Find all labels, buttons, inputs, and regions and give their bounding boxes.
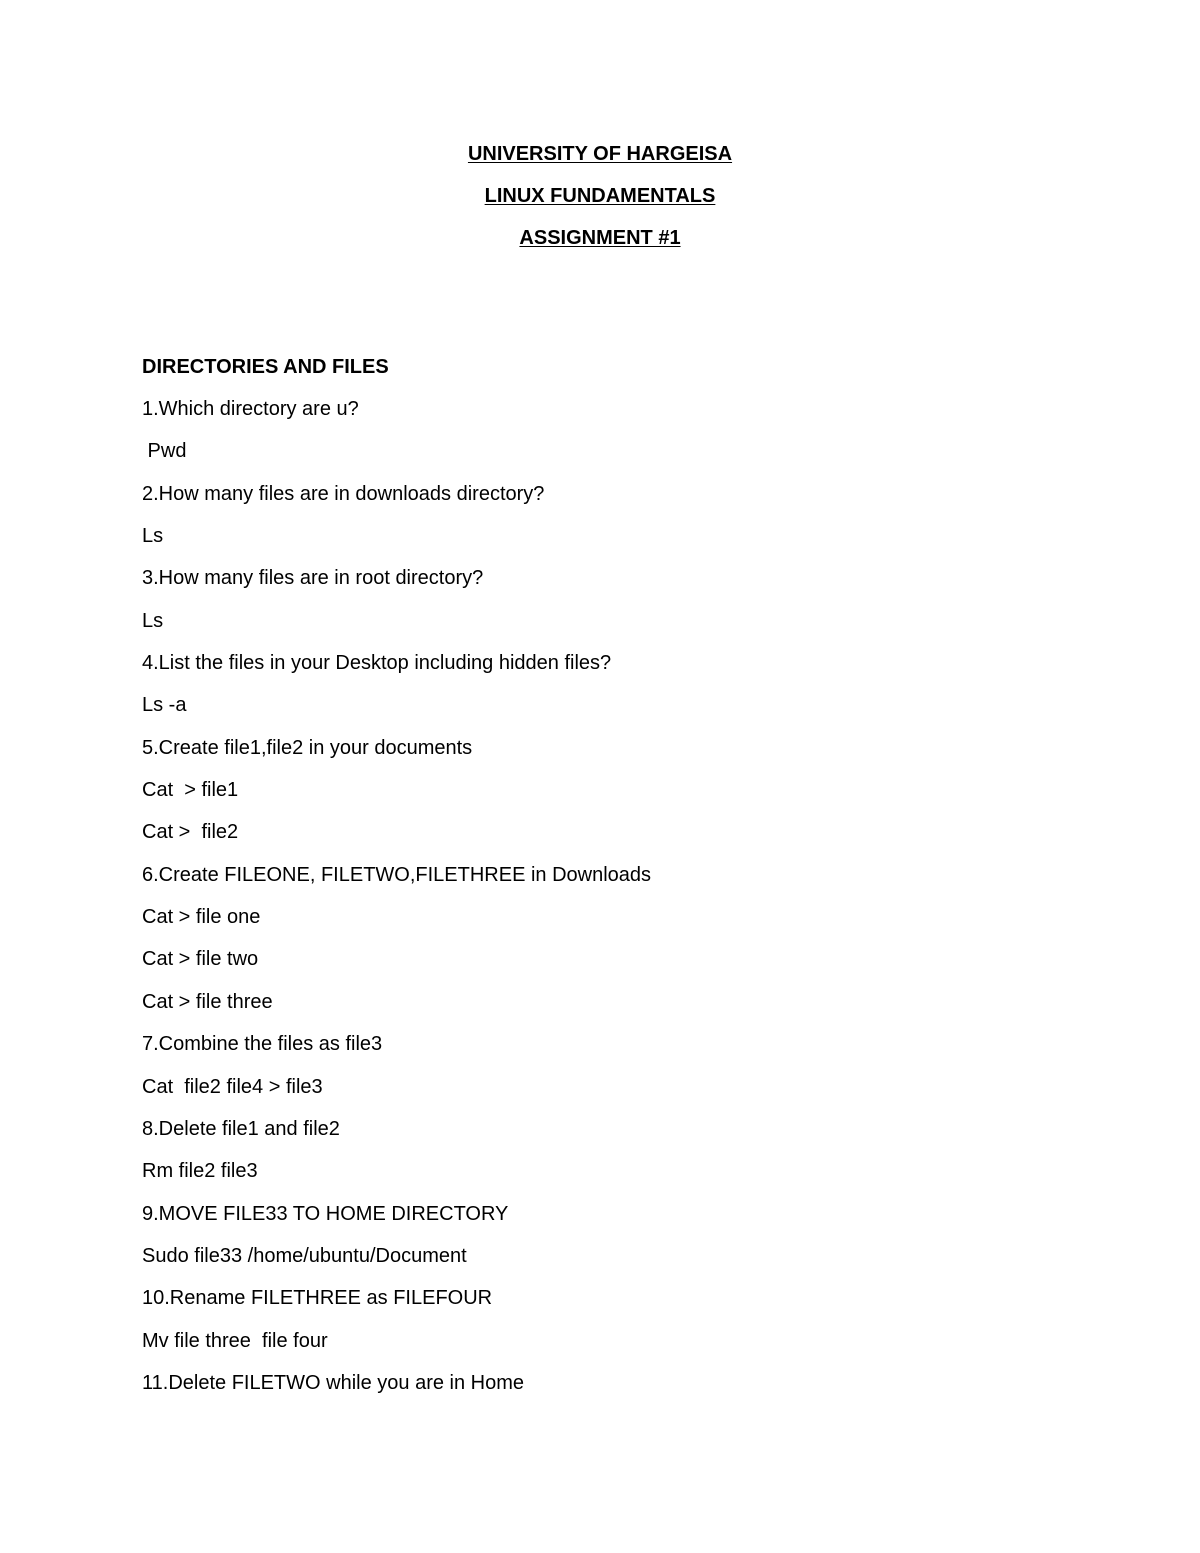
question-line: 7.Combine the files as file3	[142, 1033, 383, 1056]
question-line: 3.How many files are in root directory?	[142, 567, 484, 590]
question-line: 2.How many files are in downloads directory?	[142, 482, 545, 505]
question-line: 4.List the files in your Desktop including hidden files?	[142, 652, 612, 675]
answer-line: Pwd	[142, 440, 187, 463]
answer-line: Cat file2 file4 > file3	[142, 1075, 323, 1098]
answer-line: Sudo file33 /home/ubuntu/Document	[142, 1244, 467, 1267]
question-line: 10.Rename FILETHREE as FILEFOUR	[142, 1287, 493, 1310]
university-title: UNIVERSITY OF HARGEISA	[467, 143, 733, 165]
section-heading: DIRECTORIES AND FILES	[142, 356, 389, 378]
answer-line: Cat > file one	[142, 906, 261, 929]
answer-line: Ls -a	[142, 694, 187, 717]
question-line: 9.MOVE FILE33 TO HOME DIRECTORY	[142, 1202, 509, 1225]
answer-line: Cat > file1	[142, 779, 239, 802]
assignment-title: ASSIGNMENT #1	[519, 227, 681, 249]
answer-line: Ls	[142, 609, 164, 632]
question-line: 8.Delete file1 and file2	[142, 1117, 340, 1140]
answer-line: Cat > file two	[142, 948, 259, 971]
answer-line: Ls	[142, 525, 164, 548]
course-title: LINUX FUNDAMENTALS	[484, 185, 716, 207]
question-line: 6.Create FILEONE, FILETWO,FILETHREE in Downloads	[142, 863, 652, 886]
answer-line: Rm file2 file3	[142, 1160, 258, 1183]
question-line: 1.Which directory are u?	[142, 398, 359, 420]
answer-line: Mv file three file four	[142, 1329, 328, 1352]
question-answer-list	[142, 397, 1102, 1413]
answer-line: Cat > file three	[142, 990, 273, 1013]
question-line: 5.Create file1,file2 in your documents	[142, 736, 473, 759]
answer-line: Cat > file2	[142, 821, 239, 844]
question-line: 11.Delete FILETWO while you are in Home	[142, 1371, 525, 1394]
